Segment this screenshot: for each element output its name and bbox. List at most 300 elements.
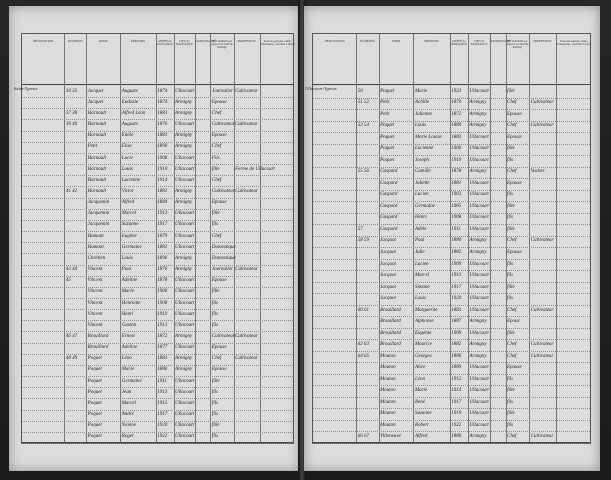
row-rule — [22, 309, 293, 310]
cell-sit: fils — [211, 222, 218, 228]
cell-nom: Villeneuve — [380, 434, 401, 440]
cell-sit: fille — [507, 88, 515, 94]
cell-lieu: Ullacourt — [469, 399, 489, 405]
row-rule — [313, 293, 590, 294]
cell-nom: Gaspard — [380, 215, 398, 221]
cell-annee: 1882 — [451, 342, 462, 348]
row-rule — [22, 287, 293, 288]
cell-lieu: Armigny — [175, 356, 193, 362]
cell-sit: Chef — [507, 307, 517, 313]
cell-prenom: Louis — [414, 123, 427, 129]
row-rule — [313, 190, 590, 191]
row-rule — [313, 443, 590, 444]
cell-annee: 1910 — [157, 311, 168, 317]
cell-annee: 1913 — [157, 389, 168, 395]
cell-annee: 1905 — [451, 203, 462, 209]
cell-prof: Cultivateur — [235, 356, 258, 362]
row-rule — [22, 209, 293, 210]
column-rule — [490, 34, 491, 443]
cell-sit: Journalier — [211, 88, 233, 94]
cell-annee: 1883 — [451, 134, 462, 140]
cell-annee: 1917 — [451, 399, 462, 405]
cell-nom: Petit — [380, 100, 390, 106]
cell-sit: fille — [211, 423, 220, 429]
row-rule — [313, 167, 590, 168]
cell-annee: 1878 — [451, 169, 462, 175]
column-header: NOMS — [98, 39, 108, 43]
cell-prenom: Henri — [121, 311, 134, 317]
cell-prenom: Eugénie — [414, 330, 432, 336]
cell-prenom: Germaine — [121, 244, 142, 250]
column-header: LIEU de NAISSANCE — [470, 39, 488, 46]
cell-prof: Cultivateur — [235, 334, 258, 340]
cell-lieu: Armigny — [175, 188, 193, 194]
cell-sit: Chef — [211, 144, 222, 150]
cell-lieu: Ullacourt — [469, 157, 489, 163]
row-rule — [22, 198, 293, 199]
cell-annee: 1874 — [157, 88, 168, 94]
cell-prenom: Germaine — [414, 203, 435, 209]
cell-prenom: Louis — [414, 296, 427, 302]
cell-lieu: Ullacourt — [469, 284, 489, 290]
cell-annee: 1889 — [451, 365, 462, 371]
cell-prenom: Lucie — [121, 155, 133, 161]
cell-annee: 1906 — [157, 289, 168, 295]
cell-nom: Jacquot — [380, 296, 396, 302]
cell-lieu: Armigny — [469, 123, 487, 129]
cell-nom: Vincent — [87, 278, 103, 284]
cell-sit: fils — [211, 434, 218, 440]
cell-lieu: Ullacourt — [175, 423, 195, 429]
cell-prenom: René — [414, 399, 425, 405]
cell-prenom: Julie — [414, 249, 425, 255]
cell-lieu: Ullacourt — [469, 192, 489, 198]
column-header: NUMÉROS — [360, 39, 375, 43]
cell-sit: Journalier — [211, 267, 233, 273]
cell-annee: 1923 — [451, 88, 462, 94]
row-rule — [22, 253, 293, 254]
cell-sit: Epouse — [507, 111, 522, 117]
left-page — [9, 6, 300, 471]
row-rule — [313, 305, 590, 306]
cell-prenom: Eudoxie — [121, 99, 139, 105]
cell-num: 53 54 — [357, 123, 369, 129]
cell-annee: 1915 — [157, 400, 168, 406]
cell-lieu: Ullacourt — [469, 226, 489, 232]
cell-annee: 1920 — [451, 296, 462, 302]
row-rule — [313, 282, 590, 283]
cell-nom: Jacquot — [380, 273, 396, 279]
row-rule — [22, 421, 293, 422]
column-rule — [260, 34, 261, 443]
cell-lieu: Ullacourt — [175, 412, 195, 418]
cell-prenom: Marie — [121, 367, 134, 373]
row-rule — [313, 351, 590, 352]
cell-prof: Cultivateur — [530, 123, 554, 129]
cell-sit: Chef — [507, 100, 517, 106]
cell-annee: 1912 — [451, 376, 462, 382]
cell-nom: Jacquet — [87, 99, 104, 105]
cell-prenom: Léon — [414, 376, 425, 382]
cell-num: 51 52 — [357, 100, 369, 106]
cell-nom: Jacquot — [380, 238, 396, 244]
cell-sit: Epouse — [211, 133, 227, 139]
row-rule — [313, 339, 590, 340]
column-header: NATIONALITÉ — [195, 39, 216, 43]
cell-sit: fille — [211, 211, 220, 217]
cell-prenom: Marguerite — [414, 307, 438, 313]
cell-lieu: Ullacourt — [175, 211, 195, 217]
row-rule — [22, 142, 293, 143]
cell-sit: Epouse — [211, 99, 227, 105]
cell-annee: 1911 — [157, 378, 167, 384]
cell-annee: 1920 — [157, 423, 168, 429]
cell-sit: fils — [507, 261, 514, 267]
row-rule — [22, 119, 293, 120]
row-rule — [313, 178, 590, 179]
cell-num: 57 — [357, 226, 363, 232]
row-rule — [313, 236, 590, 237]
row-rule — [22, 220, 293, 221]
cell-sit: Cultivateur — [211, 122, 235, 128]
cell-sit: Cultivateur — [211, 334, 235, 340]
cell-annee: 1877 — [157, 345, 168, 351]
cell-lieu: Ullacourt — [175, 166, 195, 172]
cell-sit: fille — [211, 289, 220, 295]
cell-nom: Poquet — [87, 356, 102, 362]
cell-sit: Chef — [211, 233, 222, 239]
cell-nom: Poquet — [380, 88, 395, 94]
cell-annee: 1908 — [157, 300, 168, 306]
cell-nom: Gaspard — [380, 203, 398, 209]
row-rule — [313, 408, 590, 409]
cell-num: 48 49 — [65, 356, 78, 362]
row-rule — [22, 175, 293, 176]
cell-sit: fils — [211, 300, 218, 306]
cell-sit: fille — [507, 330, 515, 336]
cell-prenom: Germaine — [121, 378, 142, 384]
cell-prenom: Adeline — [121, 345, 138, 351]
cell-prenom: Roger — [121, 434, 134, 440]
cell-annee: 1909 — [451, 261, 462, 267]
column-header: ANNÉE de NAISSANCE — [450, 39, 468, 46]
cell-lieu: Ullacourt — [175, 155, 195, 161]
cell-sit: Chef — [211, 110, 222, 116]
cell-sit: fils — [211, 322, 218, 328]
margin-note: Saint-Ygreux — [14, 86, 38, 91]
cell-annee: 1874 — [157, 99, 168, 105]
row-rule — [22, 298, 293, 299]
cell-prof: Cultivateur — [235, 88, 258, 94]
cell-prenom: Suzanne — [121, 222, 139, 228]
cell-annee: 1913 — [157, 211, 168, 217]
cell-lieu: Armigny — [175, 334, 193, 340]
cell-num: 58 59 — [357, 238, 369, 244]
cell-sit: fille — [507, 226, 515, 232]
table-bottom-rule — [22, 442, 293, 443]
cell-lieu: Ullacourt — [175, 233, 195, 239]
column-header: SITUATION par rapport au chef de ménage — [506, 39, 529, 49]
cell-nom: Poquet — [87, 367, 102, 373]
cell-annee: 1914 — [157, 177, 168, 183]
row-rule — [22, 354, 293, 355]
column-header: NATIONALITÉ — [490, 39, 510, 43]
cell-lieu: Armigny — [469, 353, 487, 359]
cell-prenom: Juliette — [414, 180, 430, 186]
cell-num: 50 — [357, 88, 363, 94]
cell-nom: Vincent — [87, 289, 103, 295]
cell-num: 62 63 — [357, 342, 369, 348]
row-rule — [22, 376, 293, 377]
cell-annee: 1890 — [157, 144, 168, 150]
cell-lieu: Ullacourt — [175, 289, 195, 295]
cell-lieu: Armigny — [175, 144, 193, 150]
cell-nom: Brouillard — [380, 330, 401, 336]
cell-prenom: Elise — [121, 144, 132, 150]
cell-nom: Poquet — [380, 134, 395, 140]
cell-sit: Epouse — [507, 180, 522, 186]
cell-num: 43 44 — [65, 267, 78, 273]
row-rule — [22, 343, 293, 344]
cell-prenom: Marie — [414, 388, 428, 394]
cell-lieu: Ullacourt — [469, 307, 489, 313]
cell-lieu: Ullacourt — [469, 215, 489, 221]
cell-nom: Gaspard — [380, 180, 398, 186]
column-rule — [64, 34, 65, 443]
row-rule — [22, 410, 293, 411]
cell-prenom: Julienne — [414, 111, 432, 117]
cell-annee: 1872 — [451, 111, 462, 117]
row-rule — [313, 121, 590, 122]
cell-prof: Cultivateur — [530, 307, 554, 313]
cell-sit: Chef — [507, 169, 517, 175]
cell-nom: Brouillard — [380, 307, 401, 313]
cell-prenom: Robert — [414, 422, 429, 428]
cell-prenom: Marie Louise — [414, 134, 442, 140]
cell-prenom: Alfred Léon — [121, 110, 146, 116]
column-header: Pour les patrons, chefs d'entreprise, ouvriers à façon — [259, 39, 295, 46]
row-rule — [313, 247, 590, 248]
cell-lieu: Ullacourt — [175, 122, 195, 128]
cell-annee: 1878 — [157, 278, 168, 284]
cell-sit: Epouse — [507, 134, 522, 140]
cell-nom: Poquet — [87, 412, 102, 418]
cell-nom: Jacquemin — [87, 200, 110, 206]
cell-lieu: Armigny — [469, 249, 487, 255]
cell-sit: Chef — [211, 356, 222, 362]
row-rule — [313, 144, 590, 145]
cell-annee: 1911 — [451, 226, 461, 232]
cell-lieu: Ullacourt — [469, 422, 489, 428]
row-rule — [22, 164, 293, 165]
cell-prenom: Alfred — [121, 200, 135, 206]
cell-nom: Harnault — [87, 177, 106, 183]
cell-prenom: Lucienne — [414, 146, 434, 152]
cell-prenom: Alphonse — [414, 319, 434, 325]
row-rule — [313, 328, 590, 329]
cell-sit: Fils — [211, 155, 220, 161]
cell-lieu: Armigny — [175, 255, 193, 261]
row-rule — [313, 270, 590, 271]
cell-annee: 1908 — [157, 155, 168, 161]
cell-lieu: Armigny — [469, 100, 487, 106]
cell-nom: Brouillard — [380, 319, 401, 325]
cell-sit: fils — [211, 412, 218, 418]
cell-annee: 1903 — [451, 192, 462, 198]
cell-prenom: Marie — [414, 88, 428, 94]
cell-nom: Poquet — [87, 434, 102, 440]
cell-nom: Poquet — [87, 378, 102, 384]
cell-prenom: Gaston — [121, 322, 137, 328]
cell-prenom: Maurice — [414, 342, 432, 348]
cell-sit: fille — [211, 378, 220, 384]
cell-annee: 1896 — [157, 255, 168, 261]
cell-nom: Chrétien — [87, 255, 106, 261]
row-rule — [313, 213, 590, 214]
cell-lieu: Ullacourt — [175, 222, 195, 228]
cell-nom: Poquet — [87, 423, 102, 429]
cell-num: 60 61 — [357, 307, 369, 313]
cell-prenom: Alfred — [414, 434, 428, 440]
cell-nom: Mouton — [380, 376, 396, 382]
cell-lieu: Ullacourt — [469, 273, 489, 279]
row-rule — [22, 365, 293, 366]
cell-sit: Cultivateur — [211, 188, 235, 194]
cell-lieu: Armigny — [175, 99, 193, 105]
cell-prenom: Adeline — [121, 278, 138, 284]
column-header: PROFESSION — [237, 39, 256, 43]
margin-note: Ullacourt-Ygreux — [305, 86, 337, 91]
cell-prenom: Georges — [414, 353, 432, 359]
row-rule — [313, 362, 590, 363]
row-rule — [22, 398, 293, 399]
cell-num: 46 47 — [65, 334, 78, 340]
cell-lieu: Ullacourt — [469, 411, 489, 417]
cell-nom: Vincent — [87, 267, 103, 273]
cell-lieu: Ullacourt — [175, 278, 195, 284]
cell-nom: Harnault — [87, 122, 106, 128]
cell-annee: 1913 — [451, 273, 462, 279]
cell-prenom: Adèle — [414, 226, 427, 232]
cell-prenom: Yvonne — [121, 423, 137, 429]
cell-lieu: Ullacourt — [175, 434, 195, 440]
cell-sit: fils — [507, 215, 514, 221]
cell-annee: 1880 — [451, 238, 462, 244]
cell-sit: Chef — [507, 123, 517, 129]
column-header: PROFESSION — [533, 39, 552, 43]
cell-sit: fils — [507, 192, 514, 198]
cell-lieu: Ullacourt — [175, 345, 195, 351]
cell-prenom: Camille — [414, 169, 431, 175]
cell-nom: Mouton — [380, 353, 396, 359]
cell-lieu: Ullacourt — [469, 388, 489, 394]
cell-lieu: Armigny — [469, 434, 487, 440]
cell-lieu: Armigny — [175, 110, 193, 116]
cell-annee: 1919 — [451, 411, 462, 417]
cell-nom: Brouillard — [87, 345, 109, 351]
cell-nom: Mouton — [380, 365, 396, 371]
cell-prenom: André — [121, 412, 134, 418]
row-rule — [22, 276, 293, 277]
cell-annee: 1886 — [157, 367, 168, 373]
cell-lieu: Ullacourt — [175, 400, 195, 406]
cell-nom: Gaspard — [380, 192, 398, 198]
cell-annee: 1906 — [451, 146, 462, 152]
cell-nom: Petit — [380, 111, 390, 117]
row-rule — [22, 331, 293, 332]
column-header: Pour les patrons, chefs d'entreprise, ouvriers à façon — [556, 39, 592, 46]
cell-annee: 1884 — [157, 200, 168, 206]
cell-nom: Harnault — [87, 110, 106, 116]
cell-sit: Chef — [507, 353, 517, 359]
cell-lieu: Armigny — [469, 111, 487, 117]
row-rule — [22, 387, 293, 388]
cell-lieu: Armigny — [469, 238, 487, 244]
cell-sit: fils — [507, 376, 514, 382]
cell-prenom: Marcel — [414, 273, 430, 279]
cell-nom: Jacquemin — [87, 222, 110, 228]
cell-prenom: Ernest — [121, 334, 135, 340]
cell-sit: fille — [507, 284, 515, 290]
cell-sit: fils — [211, 389, 218, 395]
cell-prof: Cultivateur — [530, 100, 554, 106]
cell-prof: Cultivateur — [530, 342, 554, 348]
cell-sit: Domestique — [211, 244, 236, 250]
cell-lieu: Armigny — [175, 200, 193, 206]
left-register-table — [14, 33, 295, 444]
cell-sit: fille — [507, 203, 515, 209]
row-rule — [313, 374, 590, 375]
cell-lieu: Armigny — [469, 319, 487, 325]
row-rule — [22, 108, 293, 109]
cell-nom: Mouton — [380, 422, 396, 428]
cell-num: 45 — [65, 278, 71, 284]
cell-nom: Harnault — [87, 133, 106, 139]
cell-nom: Hamant — [87, 233, 104, 239]
cell-prenom: Emile — [121, 133, 134, 139]
cell-prof: Cultivateur — [235, 267, 258, 273]
cell-num: 34 35 — [65, 88, 78, 94]
cell-lieu: Armigny — [175, 367, 193, 373]
cell-prof: Vacher — [530, 169, 545, 175]
cell-prenom: Louis — [121, 255, 133, 261]
cell-nom: Gaspard — [380, 169, 398, 175]
cell-lieu: Armigny — [175, 267, 193, 273]
cell-prenom: Marcel — [121, 211, 137, 217]
cell-lieu: Ullacourt — [469, 330, 489, 336]
cell-num: 41 42 — [65, 188, 78, 194]
cell-annee: 1917 — [451, 284, 462, 290]
cell-annee: 1910 — [157, 166, 168, 172]
cell-annee: 1914 — [451, 388, 462, 394]
cell-prenom: Joseph — [414, 157, 429, 163]
cell-lieu: Ullacourt — [175, 300, 195, 306]
cell-prenom: Jean — [121, 389, 132, 395]
row-rule — [313, 259, 590, 260]
cell-annee: 1883 — [451, 307, 462, 313]
cell-prenom: Louis — [121, 166, 133, 172]
row-rule — [313, 132, 590, 133]
cell-annee: 1917 — [157, 222, 168, 228]
cell-annee: 1882 — [157, 188, 168, 194]
row-rule — [22, 320, 293, 321]
cell-annee: 1882 — [157, 244, 168, 250]
cell-annee: 1908 — [451, 215, 462, 221]
cell-sit: Epouse — [507, 249, 522, 255]
row-rule — [22, 443, 293, 444]
cell-sit: Epoux — [507, 319, 520, 325]
cell-prenom: Paul — [121, 267, 132, 273]
